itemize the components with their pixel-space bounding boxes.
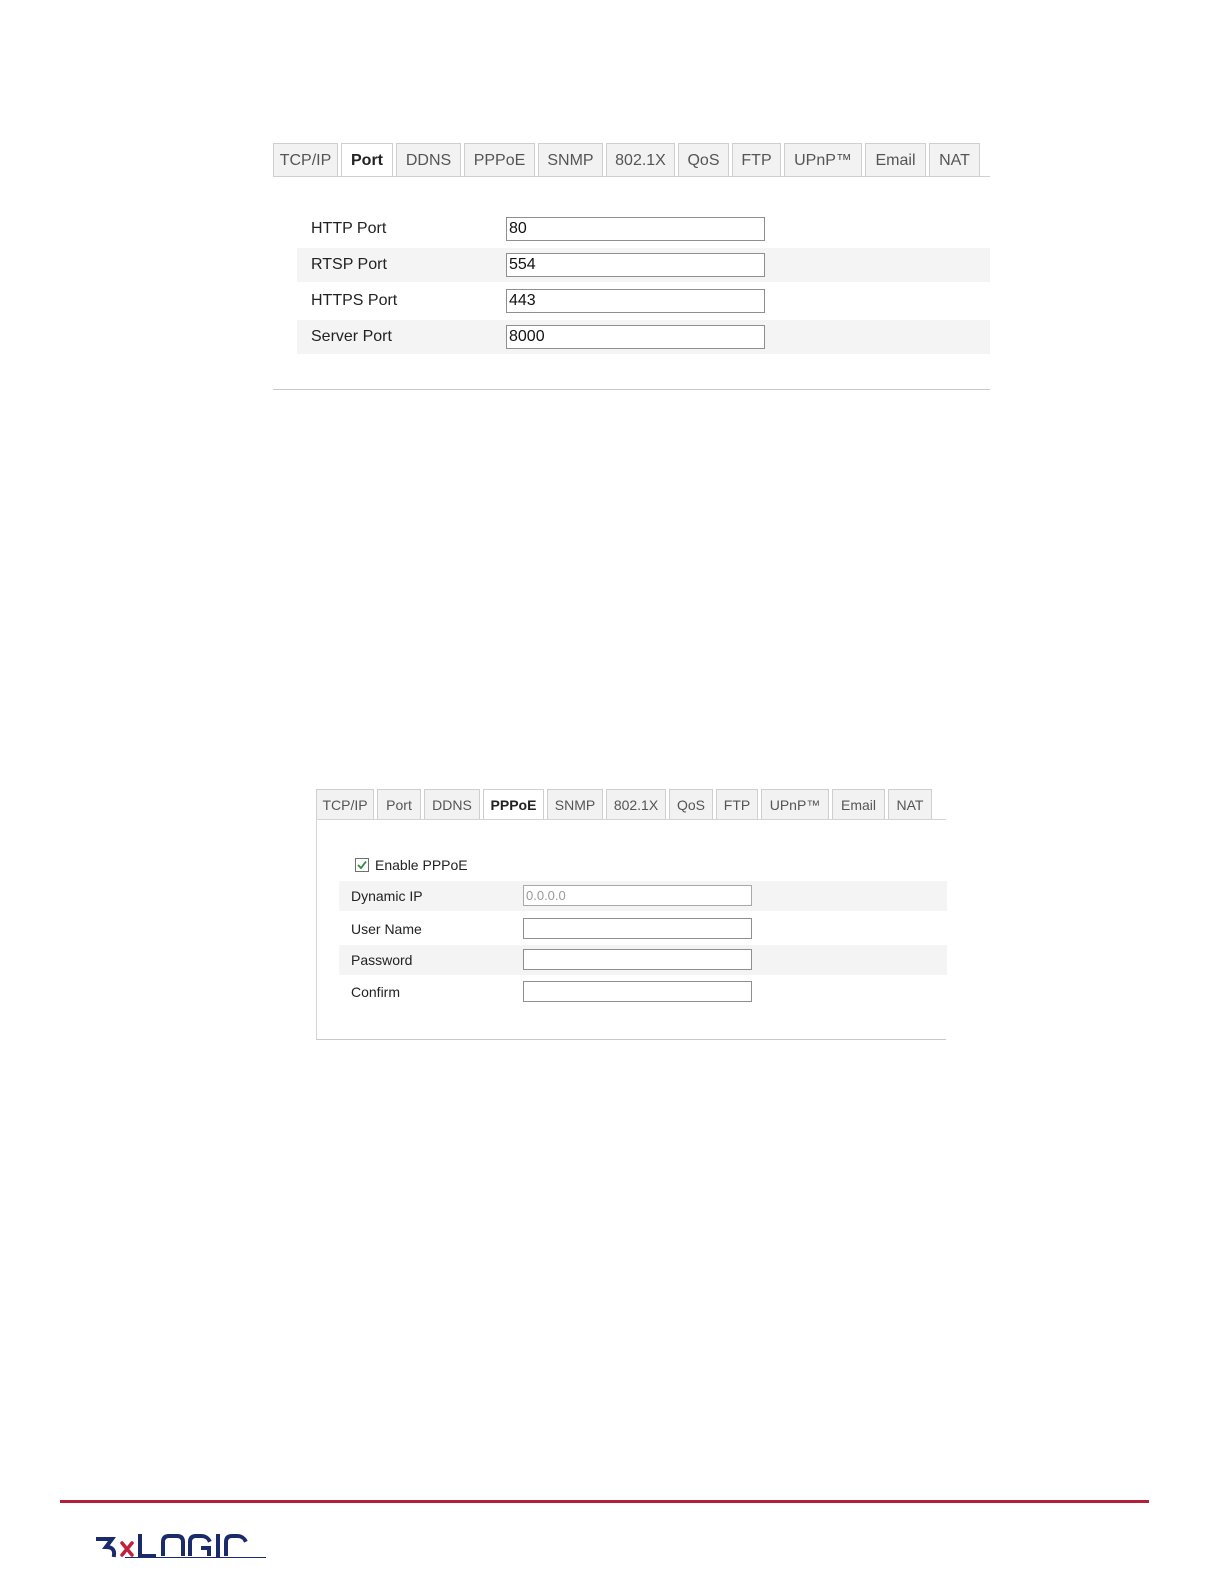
password-row: [339, 945, 947, 975]
port-settings-panel: [273, 142, 990, 392]
https-port-label: HTTPS Port: [311, 292, 398, 309]
tab-snmp[interactable]: SNMP: [538, 143, 603, 177]
tab-ftp[interactable]: FTP: [732, 143, 781, 177]
tab-nat[interactable]: NAT: [888, 789, 932, 820]
rtsp-port-row: [297, 248, 990, 282]
port-panel-divider: [273, 389, 990, 390]
confirm-row: [339, 977, 947, 1007]
logo-underline: [125, 1557, 266, 1558]
rtsp-port-label: RTSP Port: [311, 256, 387, 273]
password-input[interactable]: [523, 949, 752, 970]
user-name-label: User Name: [351, 921, 422, 937]
http-port-row: [297, 212, 990, 246]
https-port-input[interactable]: [506, 289, 765, 313]
pppoe-panel-tab-bar: [316, 788, 932, 820]
tab-email[interactable]: Email: [832, 789, 885, 820]
enable-pppoe-row: [355, 857, 468, 873]
tab-nat[interactable]: NAT: [929, 143, 980, 177]
rtsp-port-input[interactable]: [506, 253, 765, 277]
dynamic-ip-row: [339, 881, 947, 911]
tab-tcpip[interactable]: TCP/IP: [273, 143, 338, 177]
tab-ddns[interactable]: DDNS: [424, 789, 480, 820]
enable-pppoe-checkbox[interactable]: [355, 858, 369, 872]
confirm-label: Confirm: [351, 984, 401, 1000]
password-label: Password: [351, 952, 413, 968]
tab-8021x[interactable]: 802.1X: [606, 789, 666, 820]
port-panel-tab-bar: [273, 142, 980, 177]
dynamic-ip-input: [523, 885, 752, 906]
tab-8021x[interactable]: 802.1X: [606, 143, 675, 177]
tab-upnp[interactable]: UPnP™: [761, 789, 829, 820]
footer-rule: [60, 1500, 1149, 1503]
http-port-input[interactable]: [506, 217, 765, 241]
tab-port[interactable]: Port: [341, 143, 393, 177]
server-port-input[interactable]: [506, 325, 765, 349]
confirm-password-input[interactable]: [523, 981, 752, 1002]
tab-pppoe[interactable]: PPPoE: [483, 789, 544, 820]
enable-pppoe-label: Enable PPPoE: [375, 857, 468, 873]
tab-snmp[interactable]: SNMP: [547, 789, 603, 820]
3xlogic-logo-icon: [95, 1528, 270, 1584]
checkmark-icon: [357, 860, 367, 870]
tab-port[interactable]: Port: [377, 789, 421, 820]
tab-tcpip[interactable]: TCP/IP: [316, 789, 374, 820]
company-logo: [95, 1528, 270, 1584]
server-port-row: [297, 320, 990, 354]
tab-pppoe[interactable]: PPPoE: [464, 143, 535, 177]
tab-bar-baseline: [273, 176, 990, 177]
dynamic-ip-label: Dynamic IP: [351, 888, 423, 904]
user-name-input[interactable]: [523, 918, 752, 939]
tab-upnp[interactable]: UPnP™: [784, 143, 862, 177]
https-port-row: [297, 284, 990, 318]
pppoe-settings-panel: [316, 788, 947, 1042]
tab-ddns[interactable]: DDNS: [396, 143, 461, 177]
tab-ftp[interactable]: FTP: [716, 789, 758, 820]
user-name-row: [339, 914, 947, 944]
tab-qos[interactable]: QoS: [678, 143, 729, 177]
server-port-label: Server Port: [311, 328, 392, 345]
tab-qos[interactable]: QoS: [669, 789, 713, 820]
tab-email[interactable]: Email: [865, 143, 926, 177]
http-port-label: HTTP Port: [311, 220, 387, 237]
